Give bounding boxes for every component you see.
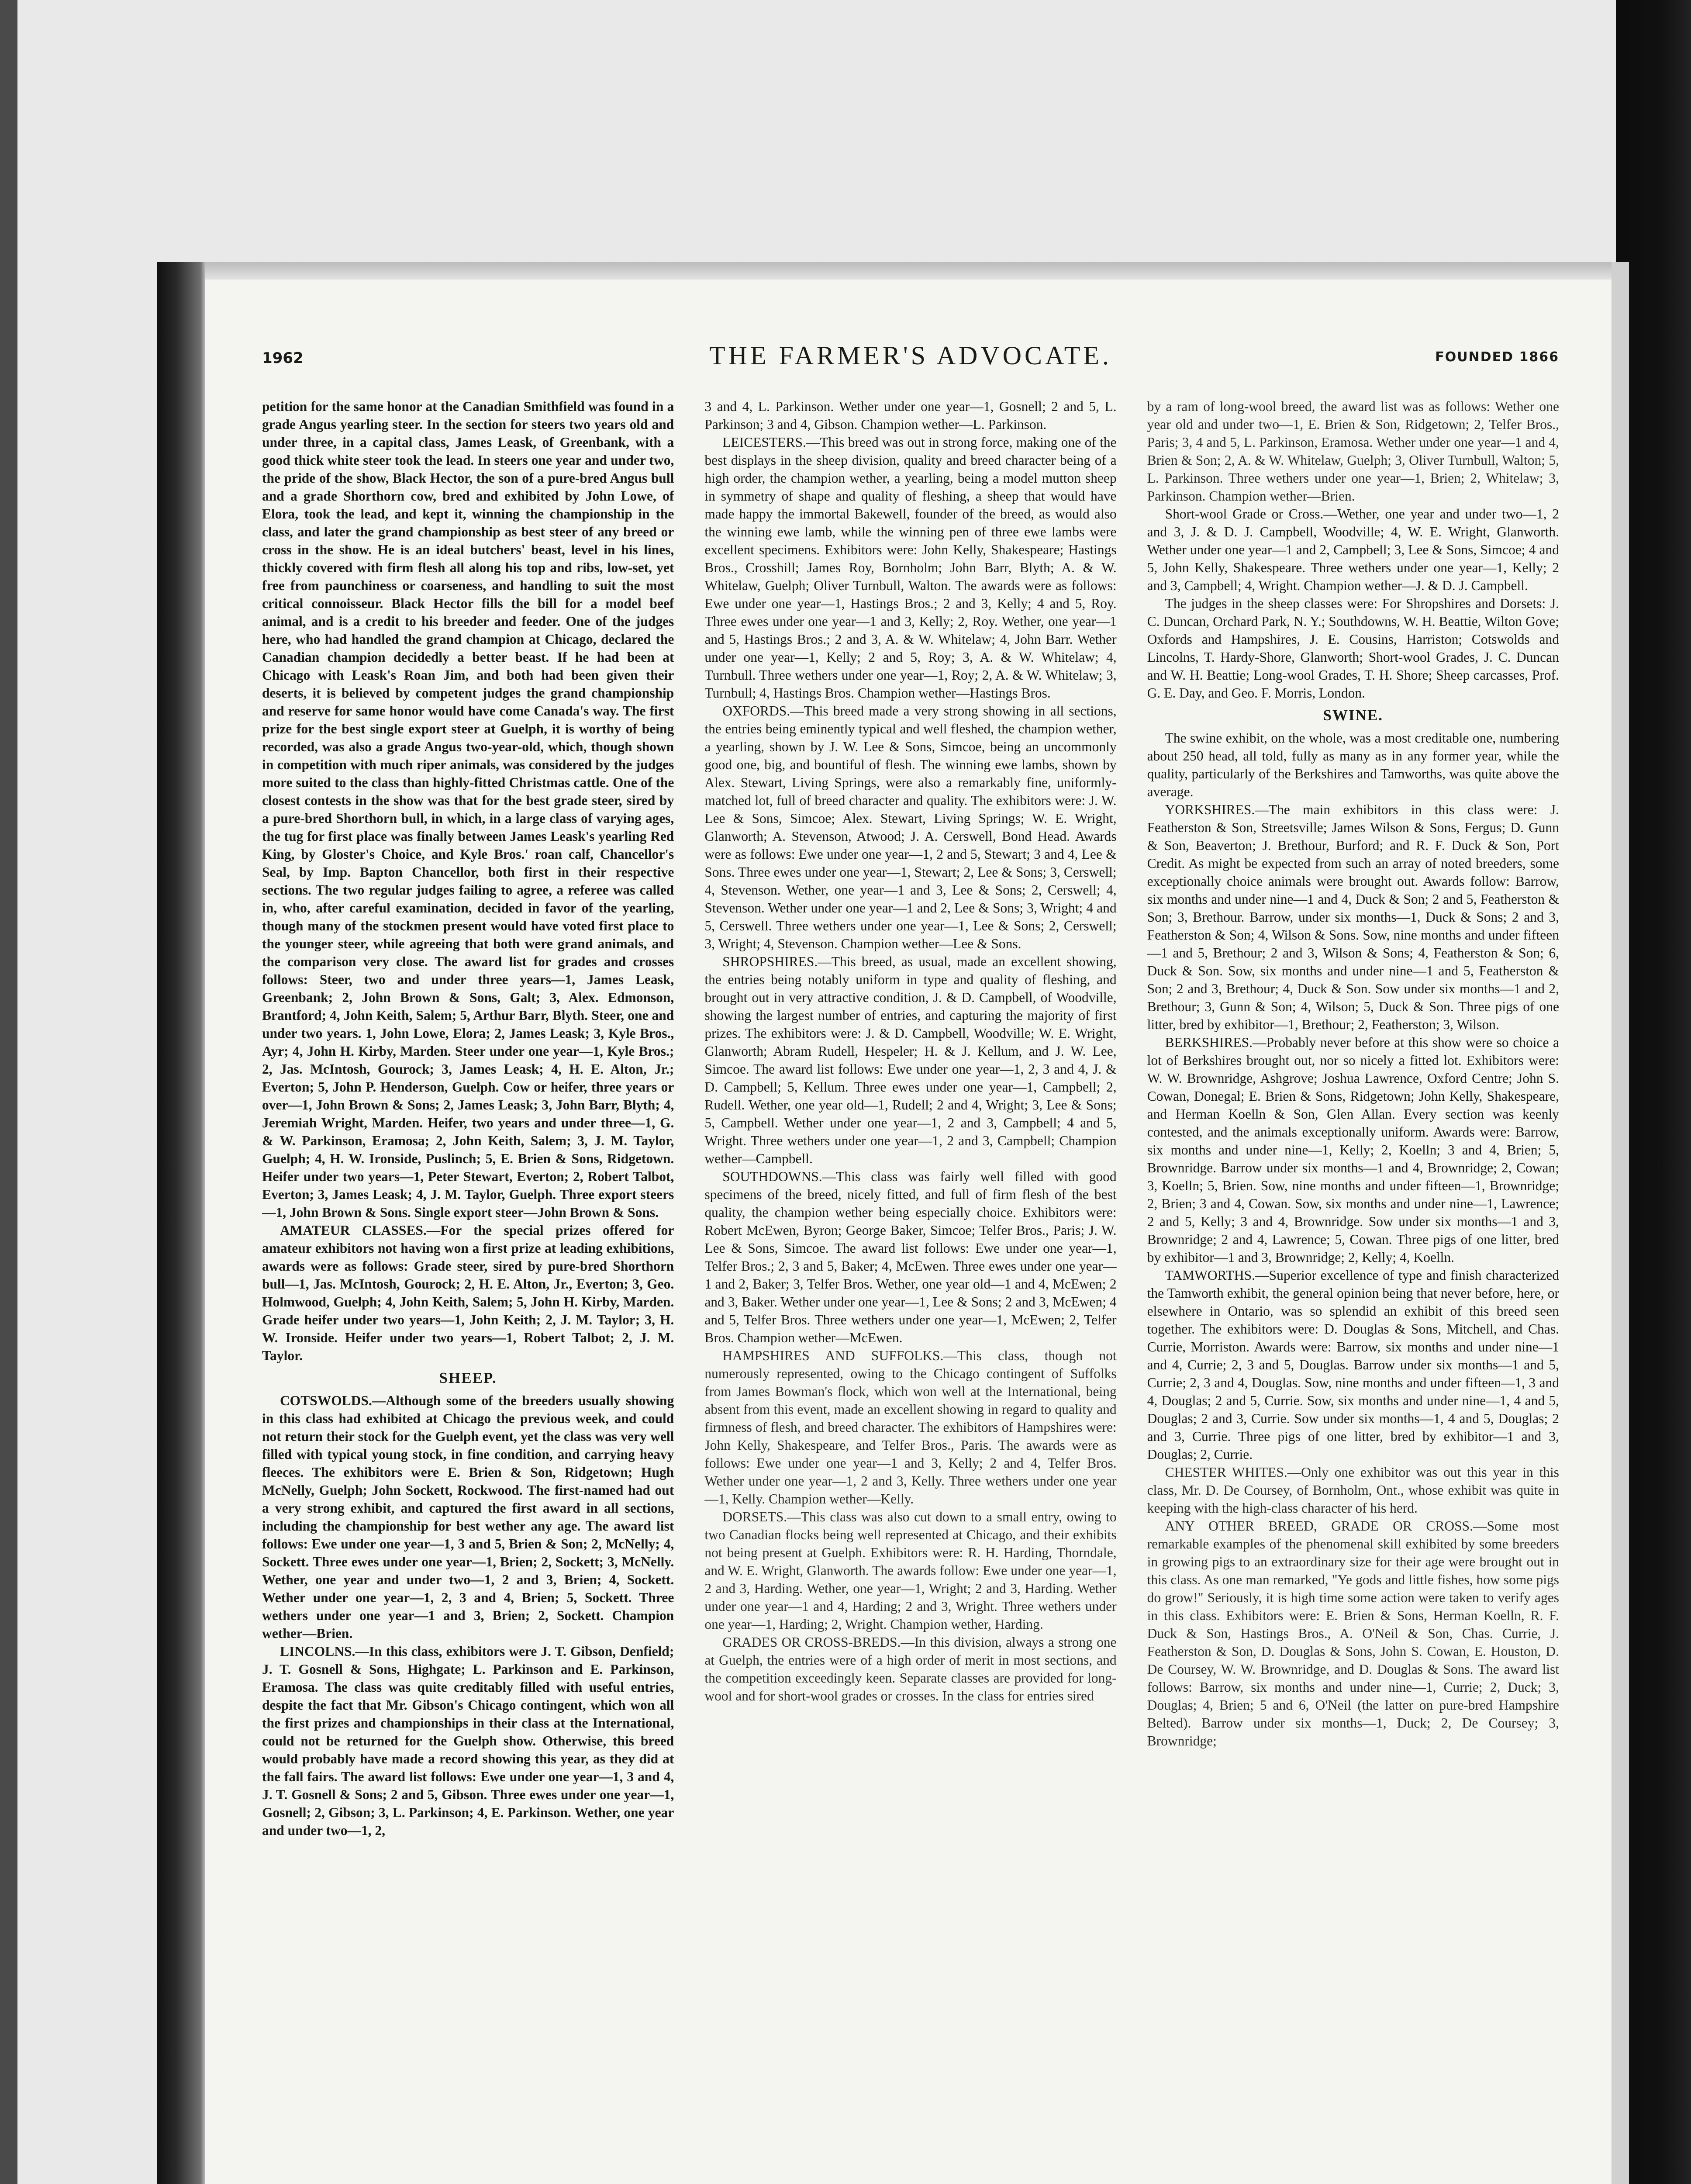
article-paragraph: TAMWORTHS.—Superior excellence of type and finish characterized the Tamworth exhibit, the general opinion being that never before, here, or elsewhere in Ontario, was so splendid an exhibit of this breed seen together. The exhibitors were: D. Douglas & Sons, Mitchell, and Chas. Currie, Morriston. Awards were: Barrow, six months and under nine—1 and 4, Currie; 2, 3 and 5, Douglas. Barrow under six months—1 and 5, Currie; 2, 3 and 4, Douglas. Sow, nine months and under fifteen—1, 3 and 4, Douglas; 2 and 5, Currie. Sow, six months and under nine—1, 4 and 5, Douglas; 2 and 3, Currie. Sow under six months—1, 4 and 5, Douglas; 2 and 3, Currie. Three pigs of one litter, bred by exhibitor—1 and 3, Douglas; 2, Currie. [1147, 1267, 1559, 1462]
paper-top-edge [205, 262, 1612, 280]
section-heading: SWINE. [1323, 707, 1384, 724]
page-header [262, 336, 1559, 380]
article-paragraph: The swine exhibit, on the whole, was a most creditable one, numbering about 250 head, all told, fully as many as in any former year, while the quality, particularly of the Berkshires and Tamworths, was quite above the average. [1147, 730, 1559, 799]
article-paragraph: LINCOLNS.—In this class, exhibitors were J. T. Gibson, Denfield; J. T. Gosnell & Sons, Highgate; L. Parkinson and E. Parkinson, Eramosa. The class was quite creditably filled with useful entries, despite the fact that Mr. Gibson's Chicago contingent, which won all the first prizes and championships in their class at the International, could not be returned for the Guelph show. Otherwise, this breed would probably have made a record showing this year, as they did at the fall fairs. The award list follows: Ewe under one year—1, 3 and 4, J. T. Gosnell & Sons; 2 and 5, Gibson. Three ewes under one year—1, Gosnell; 2, Gibson; 3, L. Parkinson; 4, E. Parkinson. Wether, one year and under two—1, 2, [262, 1643, 674, 1838]
column-3 [1147, 397, 1559, 2184]
article-paragraph: SOUTHDOWNS.—This class was fairly well filled with good specimens of the breed, nicely fitted, and full of firm flesh of the best quality, the champion wether being especially choice. Exhibitors were: Robert McEwen, Byron; George Baker, Simcoe; Telfer Bros., Paris; J. W. Lee & Sons, Simcoe. The award list follows: Ewe under one year—1, Telfer Bros.; 2, 3 and 5, Baker; 4, McEwen. Three ewes under one year—1 and 2, Baker; 3, Telfer Bros. Wether, one year old—1 and 4, McEwen; 2 and 3, Baker. Wether under one year—1, Lee & Sons; 2 and 3, McEwen; 4 and 5, Telfer Bros. Three wethers under one year—1, McEwen; 2, Telfer Bros. Champion wether—McEwen. [704, 1169, 1117, 1345]
scan-spine-shadow [157, 262, 205, 2184]
column-2 [704, 397, 1116, 2184]
article-paragraph: OXFORDS.—This breed made a very strong showing in all sections, the entries being eminently typical and well fleshed, the champion wether, a yearling, shown by J. W. Lee & Sons, Simcoe, being an uncommonly good one, big, and bountiful of flesh. The winning ewe lambs, shown by Alex. Stewart, Living Springs, were also a remarkably fine, uniformly-matched lot, full of breed character and quality. The exhibitors were: J. W. Lee & Sons, Simcoe; Alex. Stewart, Living Springs; W. E. Wright, Glanworth; A. Stevenson, Atwood; J. A. Cerswell, Bond Head. Awards were as follows: Ewe under one year—1, 2 and 5, Stewart; 3 and 4, Lee & Sons. Three ewes under one year—1, Stewart; 2, Lee & Sons; 3, Cerswell; 4, Stevenson. Wether, one year—1 and 3, Lee & Sons; 2, Cerswell; 4, Stevenson. Wether under one year—1 and 2, Lee & Sons; 3, Wright; 4 and 5, Cerswell. Three wethers under one year—1, Lee & Sons; 2, Cerswell; 3, Wright; 4, Stevenson. Champion wether—Lee & Sons. [704, 703, 1117, 951]
article-paragraph: AMATEUR CLASSES.—For the special prizes offered for amateur exhibitors not having won a first prize at leading exhibitions, awards were as follows: Grade steer, sired by pure-bred Shorthorn bull—1, Jas. McIntosh, Gourock; 2, H. E. Alton, Jr., Everton; 3, Geo. Holmwood, Guelph; 4, John Keith, Salem; 5, John H. Kirby, Marden. Grade heifer under two years—1, John Keith; 2, J. M. Taylor; 3, H. W. Ironside. Heifer under two years—1, Robert Talbot; 2, J. M. Taylor. [262, 1223, 674, 1363]
article-paragraph: BERKSHIRES.—Probably never before at this show were so choice a lot of Berkshires brought out, nor so nicely a fitted lot. Exhibitors were: W. W. Brownridge, Ashgrove; Joshua Lawrence, Oxford Centre; John S. Cowan, Donegal; E. Brien & Sons, Ridgetown; John Kelly, Shakespeare, and Herman Koelln & Son, Glen Allan. Every section was keenly contested, and the animals exceptionally uniform. Awards were: Barrow, six months and under nine—1, Kelly; 2, Koelln; 3 and 4, Brien; 5, Brownridge. Barrow under six months—1 and 4, Brownridge; 2, Cowan; 3, Koelln; 5, Brien. Sow, nine months and under fifteen—1, Brownridge; 2, Brien; 3 and 4, Cowan. Sow, six months and under nine—1, Lawrence; 2 and 5, Kelly; 3 and 4, Brownridge. Sow under six months—1 and 3, Brownridge; 2 and 4, Lawrence; 5, Cowan. Three pigs of one litter, bred by exhibitor—1 and 3, Brownridge; 2, Kelly; 4, Koelln. [1147, 1034, 1559, 1265]
article-paragraph: YORKSHIRES.—The main exhibitors in this class were: J. Featherston & Son, Streetsville; James Wilson & Sons, Fergus; D. Gunn & Son, Beaverton; J. Brethour, Burford; and R. F. Duck & Son, Port Credit. As might be expected from such an array of noted breeders, some exceptionally choice animals were brought out. Awards follow: Barrow, six months and under nine—1 and 4, Duck & Son; 2 and 5, Featherston & Son; 3, Brethour. Barrow, under six months—1, Duck & Sons; 2 and 3, Featherston & Son; 4, Wilson & Sons. Sow, nine months and under fifteen—1 and 5, Brethour; 2 and 3, Wilson & Sons; 4, Featherston & Son; 6, Duck & Son. Sow, six months and under nine—1 and 5, Featherston & Son; 2 and 3, Brethour; 4, Duck & Son. Sow under six months—1 and 2, Brethour; 3, Gunn & Son; 4, Wilson; 5, Duck & Son. Three pigs of one litter, bred by exhibitor—1, Brethour; 2, Featherston; 3, Wilson. [1147, 802, 1559, 1032]
column-1 [262, 397, 674, 2184]
article-paragraph: petition for the same honor at the Canadian Smithfield was found in a grade Angus yearling steer. In the section for steers two years old and under three, in a capital class, James Leask, of Greenbank, with a good thick white steer took the lead. In steers one year and under two, the pride of the show, Black Hector, the son of a pure-bred Angus bull and a grade Shorthorn cow, bred and exhibited by John Lowe, of Elora, took the lead, and kept it, winning the championship in the class, and later the grand championship as best steer of any breed or cross in the show. He is an ideal butchers' beast, level in his lines, thickly covered with firm flesh all along his top and ribs, low-set, yet free from paunchiness or coarseness, and handling to suit the most critical connoisseur. Black Hector fills the bill for a model beef animal, and is a credit to his breeder and feeder. One of the judges here, who had handled the grand champion at Chicago, declared the Canadian champion decidedly a better beast. If he had been at Chicago with Leask's Roan Jim, and both had been given their deserts, it is believed by competent judges the grand championship and reserve for same honor would have come Canada's way. The first prize for the best single export steer at Guelph, it is worthy of being recorded, was also a grade Angus two-year-old, which, though shown in competition with much riper animals, was considered by the judges more suited to the class than highly-fitted Christmas cattle. One of the closest contests in the show was that for the best grade steer, sired by a pure-bred Shorthorn bull, in which, in a large class of varying ages, the tug for first place was finally between James Leask's yearling Red King, by Gloster's Choice, and Kyle Bros.' roan calf, Chancellor's Seal, by Imp. Bapton Chancellor, both first in their respective sections. The two regular judges failing to agree, a referee was called in, who, after careful examination, decided in favor of the yearling, though many of the stockmen present would have voted first place to the younger steer, while agreeing that both were grand animals, and the comparison very close. The award list for grades and crosses follows: Steer, two and under three years—1, James Leask, Greenbank; 2, John Brown & Sons, Galt; 3, Alex. Edmonson, Brantford; 4, John Keith, Salem; 5, Arthur Barr, Blyth. Steer, one and under two years. 1, John Lowe, Elora; 2, James Leask; 3, Kyle Bros., Ayr; 4, John H. Kirby, Marden. Steer under one year—1, Kyle Bros.; 2, Jas. McIntosh, Gourock; 3, James Leask; 4, H. E. Alton, Jr.; Everton; 5, John P. Henderson, Guelph. Cow or heifer, three years or over—1, John Brown & Sons; 2, James Leask; 3, John Barr, Blyth; 4, Jeremiah Wright, Marden. Heifer, two years and under three—1, G. & W. Parkinson, Eramosa; 2, John Keith, Salem; 3, J. M. Taylor, Guelph; 4, H. W. Ironside, Puslinch; 5, E. Brien & Sons, Ridgetown. Heifer under two years—1, Peter Stewart, Everton; 2, Robert Talbot, Everton; 3, James Leask; 4, J. M. Taylor, Guelph. Three export steers—1, John Brown & Sons. Single export steer—John Brown & Sons. [262, 399, 674, 1220]
page-number: 1962 [262, 349, 304, 367]
article-paragraph: The judges in the sheep classes were: For Shropshires and Dorsets: J. C. Duncan, Orchard Park, N. Y.; Southdowns, W. H. Beattie, Wilton Gove; Oxfords and Hampshires, J. E. Cousins, Harriston; Cotswolds and Lincolns, T. Hardy-Shore, Glanworth; Short-wool Grades, J. C. Duncan and W. H. Beattie; Long-wool Grades, T. H. Shore; Sheep carcasses, Prof. G. E. Day, and Geo. F. Morris, London. [1147, 596, 1559, 701]
text-columns [262, 397, 1559, 2184]
section-heading: SHEEP. [439, 1369, 497, 1386]
article-paragraph: CHESTER WHITES.—Only one exhibitor was out this year in this class, Mr. D. De Coursey, of Bornholm, Ont., whose exhibit was quite in keeping with the high-class character of his herd. [1147, 1464, 1559, 1516]
article-paragraph: 3 and 4, L. Parkinson. Wether under one year—1, Gosnell; 2 and 5, L. Parkinson; 3 and 4, Gibson. Champion wether—L. Parkinson. [704, 399, 1117, 432]
article-paragraph: SHROPSHIRES.—This breed, as usual, made an excellent showing, the entries being notably uniform in type and quality of fleshing, and brought out in very attractive condition, J. & D. Campbell, of Woodville, showing the largest number of entries, and capturing the majority of first prizes. The exhibitors were: J. & D. Campbell, Woodville; W. E. Wright, Glanworth; Abram Rudell, Hespeler; H. & J. Kellum, and J. W. Lee, Simcoe. The award list follows: Ewe under one year—1, 2, 3 and 4, J. & D. Campbell; 5, Kellum. Three ewes under one year—1, Campbell; 2, Rudell. Wether, one year old—1, Rudell; 2 and 4, Wright; 3, Lee & Sons; 5, Campbell. Wether under one year—1, 2 and 3, Campbell; 4 and 5, Wright. Three wethers under one year—1, 2 and 3, Campbell; Champion wether—Campbell. [704, 954, 1117, 1166]
masthead-title: THE FARMER'S ADVOCATE. [709, 341, 1112, 370]
newspaper-page [205, 280, 1612, 2184]
founded-note: FOUNDED 1866 [1435, 349, 1559, 365]
scan-left-margin [0, 0, 17, 2184]
article-paragraph: ANY OTHER BREED, GRADE OR CROSS.—Some most remarkable examples of the phenomenal skill exhibited by some breeders in growing pigs to an extraordinary size for their age were brought out in this class. As one man remarked, "Ye gods and little fishes, how some pigs do grow!" Seriously, it is high time some action were taken to verify ages in this class. Exhibitors were: E. Brien & Sons, Herman Koelln, R. F. Duck & Son, Hastings Bros., A. O'Neil & Son, Chas. Currie, J. Featherston & Son, D. Douglas & Sons, John S. Cowan, E. Houston, D. De Coursey, W. W. Brownridge, and D. Douglas & Sons. The award list follows: Barrow, six months and under nine—1, Currie; 2, Duck; 3, Douglas; 4, Brien; 5 and 6, O'Neil (the latter on pure-bred Hampshire Belted). Barrow under six months—1, Duck; 2, De Coursey; 3, Brownridge; [1147, 1518, 1559, 1749]
article-paragraph: COTSWOLDS.—Although some of the breeders usually showing in this class had exhibited at Chicago the previous week, and could not return their stock for the Guelph event, yet the class was very well filled with typical young stock, in fine condition, and carrying heavy fleeces. The exhibitors were E. Brien & Son, Ridgetown; Hugh McNelly, Guelph; John Sockett, Rockwood. The first-named had out a very strong exhibit, and captured the first award in all sections, including the championship for best wether any age. The award list follows: Ewe under one year—1, 3 and 5, Brien & Son; 2, McNelly; 4, Sockett. Three ewes under one year—1, Brien; 2, Sockett; 3, McNelly. Wether, one year and under two—1, 2 and 3, Brien; 4, Sockett. Wether under one year—1, 2, 3 and 4, Brien; 5, Sockett. Three wethers under one year—1 and 3, Brien; 2, Sockett. Champion wether—Brien. [262, 1393, 674, 1641]
article-paragraph: Short-wool Grade or Cross.—Wether, one year and under two—1, 2 and 3, J. & D. J. Campbell, Woodville; 4, W. E. Wright, Glanworth. Wether under one year—1 and 2, Campbell; 3, Lee & Sons, Simcoe; 4 and 5, John Kelly, Shakespeare. Three wethers under one year—1, Kelly; 2 and 3, Campbell; 4, Wright. Champion wether—J. & D. J. Campbell. [1147, 506, 1559, 593]
paper-right-edge [1612, 262, 1629, 2184]
article-paragraph: HAMPSHIRES AND SUFFOLKS.—This class, though not numerously represented, owing to the Chicago contingent of Suffolks from James Bowman's flock, which won well at the International, being absent from this event, made an excellent showing in regard to quality and firmness of flesh, and breed character. The exhibitors of Hampshires were: John Kelly, Shakespeare, and Telfer Bros., Paris. The awards were as follows: Ewe under one year—1 and 3, Kelly; 2 and 4, Telfer Bros. Wether under one year—1, 2 and 3, Kelly. Three wethers under one year—1, Kelly. Champion wether—Kelly. [704, 1348, 1117, 1507]
article-paragraph: GRADES OR CROSS-BREDS.—In this division, always a strong one at Guelph, the entries were of a high order of merit in most sections, and the competition exceedingly keen. Separate classes are provided for long-wool and for short-wool grades or crosses. In the class for entries sired [704, 1635, 1117, 1704]
article-paragraph: LEICESTERS.—This breed was out in strong force, making one of the best displays in the sheep division, quality and breed character being of a high order, the champion wether, a yearling, being a model mutton sheep in symmetry of shape and quality of fleshing, a sheep that would have made happy the immortal Bakewell, founder of the breed, as would also the winning ewe lamb, while the winning pen of three ewe lambs were excellent specimens. Exhibitors were: John Kelly, Shakespeare; Hastings Bros., Crosshill; James Roy, Bornholm; John Barr, Blyth; A. & W. Whitelaw, Guelph; Oliver Turnbull, Walton. The awards were as follows: Ewe under one year—1, Hastings Bros.; 2 and 3, Kelly; 4 and 5, Roy. Three ewes under one year—1 and 3, Kelly; 2, Roy. Wether, one year—1 and 5, Hastings Bros.; 2 and 3, A. & W. Whitelaw; 4, John Barr. Wether under one year—1, Kelly; 2 and 5, Roy; 3, A. & W. Whitelaw; 4, Turnbull. Three wethers under one year—1, Roy; 2, A. & W. Whitelaw; 3, Turnbull; 4, Hastings Bros. Champion wether—Hastings Bros. [704, 435, 1117, 701]
article-paragraph: by a ram of long-wool breed, the award list was as follows: Wether one year old and under two—1, E. Brien & Son, Ridgetown; 2, Telfer Bros., Paris; 3, 4 and 5, L. Parkinson, Eramosa. Wether under one year—1 and 4, Brien & Son; 2, A. & W. Whitelaw, Guelph; 3, Oliver Turnbull, Walton; 5, L. Parkinson. Three wethers under one year—1, Brien; 2, Whitelaw; 3, Parkinson. Champion wether—Brien. [1147, 399, 1559, 504]
article-paragraph: DORSETS.—This class was also cut down to a small entry, owing to two Canadian flocks being well represented at Chicago, and their exhibits not being present at Guelph. Exhibitors were: R. H. Harding, Thorndale, and W. E. Wright, Glanworth. The awards follow: Ewe under one year—1, 2 and 3, Harding. Wether, one year—1, Wright; 2 and 3, Harding. Wether under one year—1 and 4, Harding; 2 and 3, Wright. Three wethers under one year—1, Harding; 2, Wright. Champion wether, Harding. [704, 1509, 1117, 1632]
